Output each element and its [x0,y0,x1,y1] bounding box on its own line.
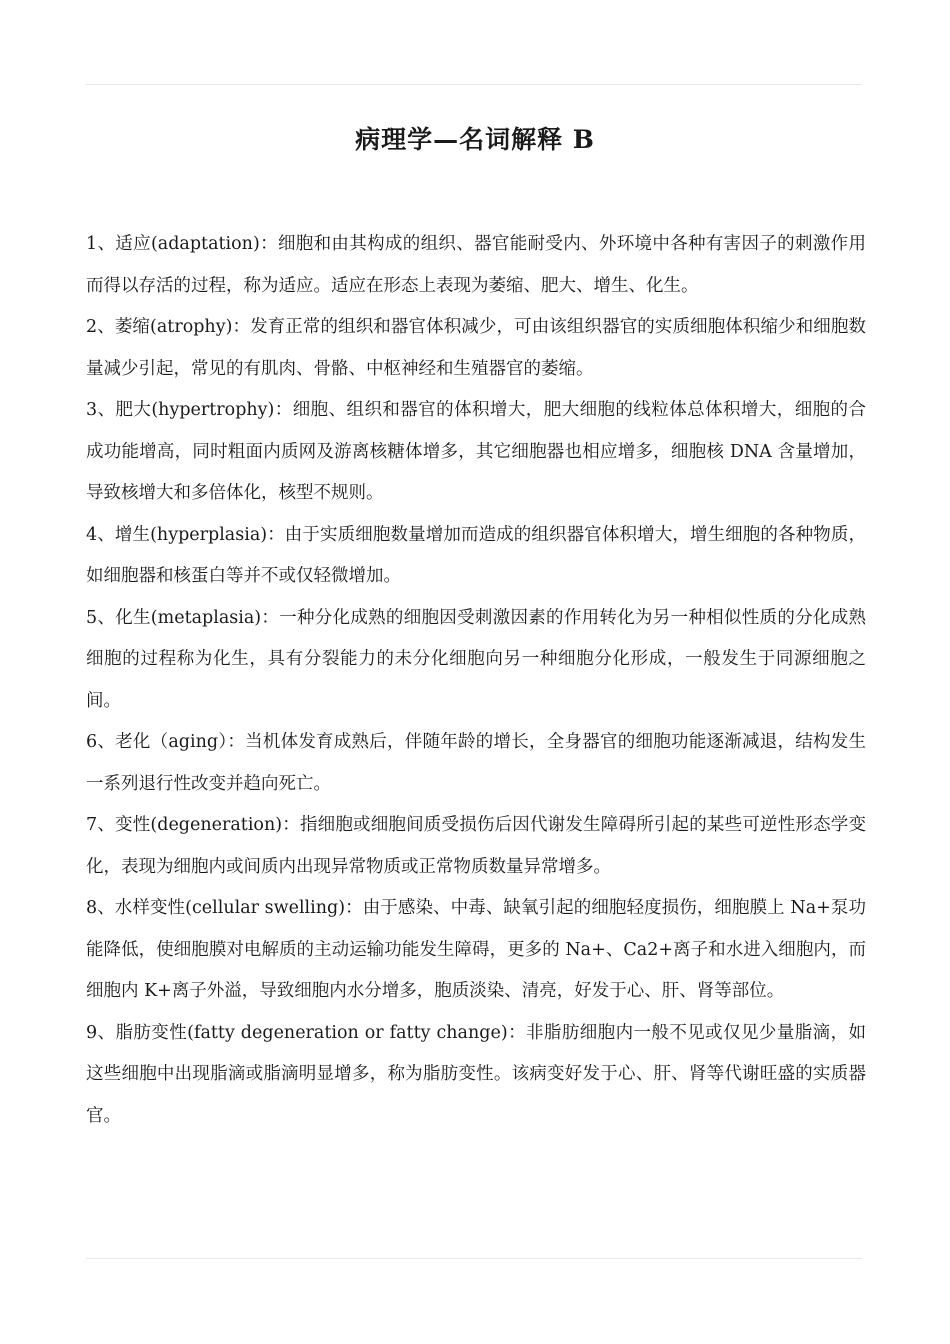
entry-fatty-degeneration: 9、脂肪变性(fatty degeneration or fatty change)：非脂肪细胞内一般不见或仅见少量脂滴，如这些细胞中出现脂滴或脂滴明显增多，称为脂肪变性。该病变好发于心、肝、肾等代谢旺盛的实质器官。 [86,1022,866,1126]
header-rule [86,84,862,85]
entry-metaplasia: 5、化生(metaplasia)：一种分化成熟的细胞因受刺激因素的作用转化为另一种相似性质的分化成熟细胞的过程称为化生，具有分裂能力的未分化细胞向另一种细胞分化形成，一般发生于同源细胞之间。 [86,607,866,711]
entry-atrophy: 2、萎缩(atrophy)：发育正常的组织和器官体积减少，可由该组织器官的实质细胞体积缩少和细胞数量减少引起，常见的有肌肉、骨骼、中枢神经和生殖器官的萎缩。 [86,317,866,379]
entry-cellular-swelling: 8、水样变性(cellular swelling)：由于感染、中毒、缺氧引起的细胞轻度损伤，细胞膜上 Na+泵功能降低，使细胞膜对电解质的主动运输功能发生障碍，更多的 Na+、Ca2+离子和水进入细胞内，而细胞内 K+离子外溢，导致细胞内水分增多，胞质淡染、清亮，好发于心、肝、肾等部位。 [86,898,866,1001]
entry-hyperplasia: 4、增生(hyperplasia)：由于实质细胞数量增加而造成的组织器官体积增大，增生细胞的各种物质，如细胞器和核蛋白等并不或仅轻微增加。 [86,524,866,586]
page-title: 病理学—名词解释 B [355,125,595,154]
document-body [86,224,866,1137]
entry-adaptation: 1、适应(adaptation)：细胞和由其构成的组织、器官能耐受内、外环境中各种有害因子的刺激作用而得以存活的过程，称为适应。适应在形态上表现为萎缩、肥大、增生、化生。 [86,234,866,296]
entry-hypertrophy: 3、肥大(hypertrophy)：细胞、组织和器官的体积增大，肥大细胞的线粒体总体积增大，细胞的合成功能增高，同时粗面内质网及游离核糖体增多，其它细胞器也相应增多，细胞核 DNA 含量增加，导致核增大和多倍体化，核型不规则。 [86,400,866,503]
entry-degeneration: 7、变性(degeneration)：指细胞或细胞间质受损伤后因代谢发生障碍所引起的某些可逆性形态学变化，表现为细胞内或间质内出现异常物质或正常物质数量异常增多。 [86,815,866,877]
footer-rule [86,1258,862,1259]
entry-aging: 6、老化（aging）：当机体发育成熟后，伴随年龄的增长，全身器官的细胞功能逐渐减退，结构发生一系列退行性改变并趋向死亡。 [86,732,866,794]
